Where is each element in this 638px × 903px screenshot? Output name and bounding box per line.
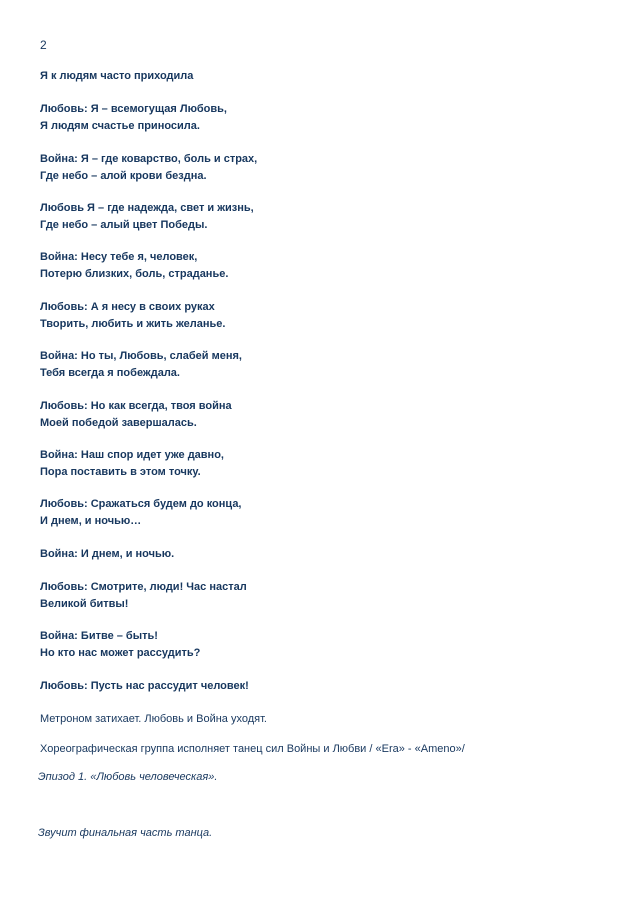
stanza-line: Любовь: Я – всемогущая Любовь, (40, 103, 227, 115)
stanza-line: Война: И днем, и ночью. (40, 548, 175, 560)
stanza-14 (40, 678, 249, 695)
stanza-line: Война: Несу тебе я, человек, (40, 251, 198, 263)
stanza-line: Любовь: А я несу в своих руках (40, 301, 215, 313)
stanza-3 (40, 151, 257, 185)
episode-heading: Эпизод 1. «Любовь человеческая». (38, 771, 218, 783)
stanza-4 (40, 200, 254, 234)
stanza-line: Любовь: Пусть нас рассудит человек! (40, 680, 249, 692)
stanza-line: Война: Битве – быть! (40, 630, 158, 642)
stage-direction-1: Метроном затихает. Любовь и Война уходят. (40, 713, 267, 725)
stanza-line: Но кто нас может рассудить? (40, 647, 201, 659)
stanza-7 (40, 348, 242, 382)
stanza-line: Тебя всегда я побеждала. (40, 367, 180, 379)
stanza-13 (40, 628, 200, 662)
stanza-1 (40, 68, 193, 85)
stage-direction-2: Хореографическая группа исполняет танец сил Войны и Любви / «Era» - «Ameno»/ (40, 743, 465, 755)
stanza-line: Я людям счастье приносила. (40, 120, 200, 132)
stanza-line: Любовь: Смотрите, люди! Час настал (40, 581, 247, 593)
stanza-6 (40, 299, 225, 333)
page-number: 2 (40, 38, 47, 52)
stanza-10 (40, 496, 242, 530)
music-note: Звучит финальная часть танца. (38, 827, 213, 839)
stanza-5 (40, 249, 228, 283)
stanza-2 (40, 101, 227, 135)
stanza-8 (40, 398, 232, 432)
stanza-line: Великой битвы! (40, 598, 129, 610)
stanza-line: Любовь: Сражаться будем до конца, (40, 498, 242, 510)
stanza-line: Где небо – алой крови бездна. (40, 170, 207, 182)
stanza-9 (40, 447, 224, 481)
stanza-11 (40, 546, 174, 563)
stanza-line: Любовь Я – где надежда, свет и жизнь, (40, 202, 254, 214)
stanza-line: Я к людям часто приходила (40, 70, 194, 82)
stanza-line: Война: Наш спор идет уже давно, (40, 449, 224, 461)
stanza-12 (40, 579, 247, 613)
stanza-line: Моей победой завершалась. (40, 417, 197, 429)
stanza-line: Любовь: Но как всегда, твоя война (40, 400, 232, 412)
stanza-line: Потерю близких, боль, страданье. (40, 268, 229, 280)
stanza-line: Творить, любить и жить желанье. (40, 318, 226, 330)
stanza-line: Война: Я – где коварство, боль и страх, (40, 153, 258, 165)
stanza-line: Война: Но ты, Любовь, слабей меня, (40, 350, 242, 362)
stanza-line: И днем, и ночью… (40, 515, 142, 527)
stanza-line: Где небо – алый цвет Победы. (40, 219, 208, 231)
stanza-line: Пора поставить в этом точку. (40, 466, 201, 478)
